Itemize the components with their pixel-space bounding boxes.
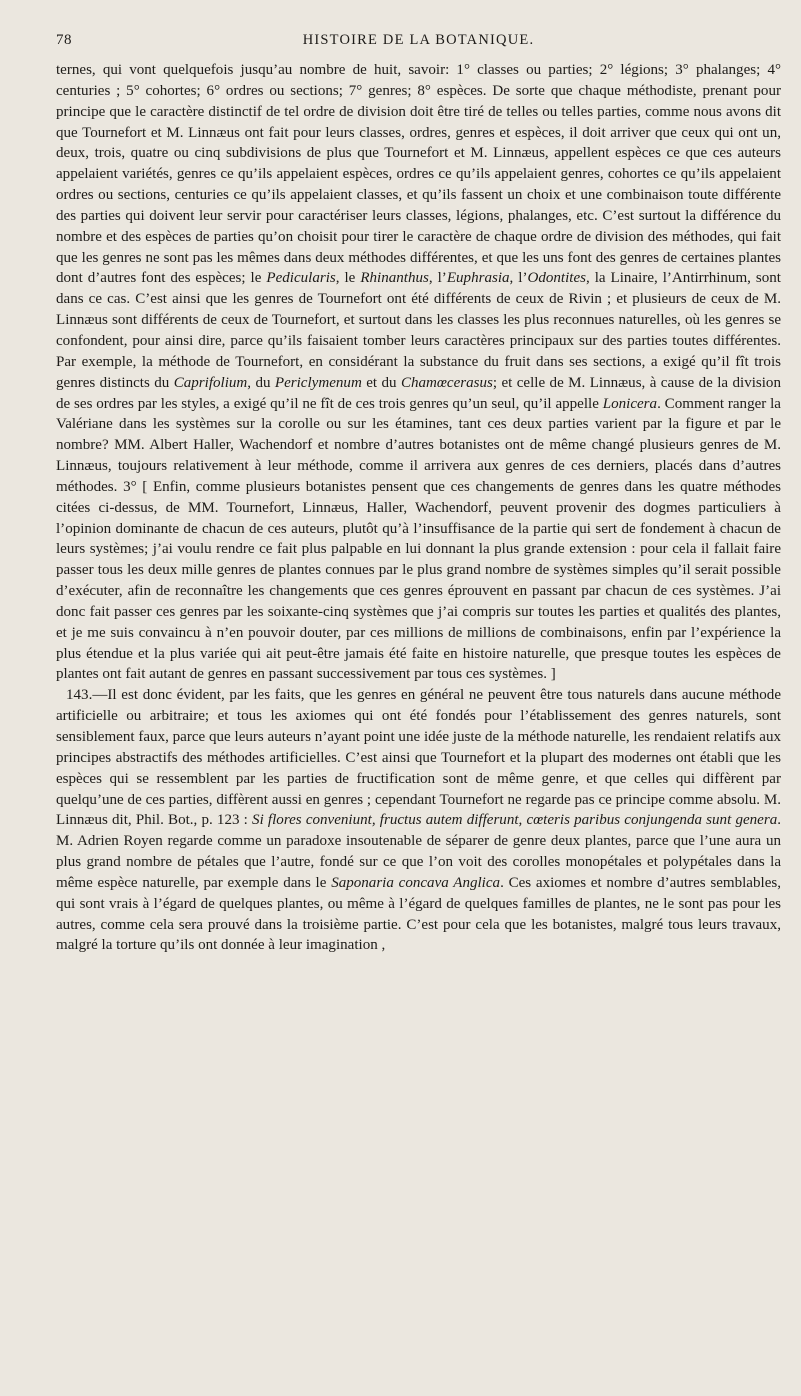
page-number: 78 [56, 32, 72, 48]
italic-term: Rhinanthus [360, 270, 429, 287]
italic-term: Odontites [527, 270, 586, 287]
text-run: , du [247, 374, 275, 391]
italic-term: Euphrasia [446, 270, 510, 287]
running-title: HISTOIRE DE LA BOTANIQUE. [302, 32, 535, 48]
text-run: 143.—Il est donc évident, par les faits, que les genres en général ne peuvent être tous naturels dans aucune méthode artificielle ou arbitraire; et tous les axiomes qui ont été fondés pour l’établissement des genres naturels, sont sensiblement faux, parce que leurs auteurs n’ayant point une idée juste de la méthode naturelle, les rendaient relatifs aux principes abstractifs des méthodes artificielles. C’est ainsi que Tournefort et la plupart des modernes ont établi que les espèces qui se ressemblent par les parties de fructification sont de même genre, et que celles qui diffèrent par quelqu’une de ces parties, diffèrent aussi en genres ; cependant Tournefort ne regarde pas ce principe comme absolu. M. Linnæus dit, Phil. Bot., p. 123 : [56, 687, 781, 829]
italic-term: Saponaria concava Anglica [331, 874, 501, 891]
text-run: , la Linaire, l’Antirrhinum, sont dans ce cas. C’est ainsi que les genres de Tournefort ont été différents de ceux de Rivin ; et plusieurs de ceux de M. Linnæus sont différents de ceux de Tournefort, et surtout dans les classes les plus reconnues naturelles, où les genres se confondent, pour ainsi dire, parce qu’ils faisaient tomber leurs caractères principaux sur des parties toutes différentes. Par exemple, la méthode de Tournefort, en considérant la substance du fruit dans ses sections, a exigé qu’il fît trois genres distincts du [56, 270, 781, 391]
text-run: . Ces axiomes et nombre d’autres semblables, qui sont vrais à l’égard de quelques plantes, ou même à l’égard de quelques familles de plantes, ne le sont pas pour les autres, comme cela sera prouvé dans la troisième partie. C’est pour cela que les botanistes, malgré tous leurs travaux, malgré la torture qu’ils ont donnée à leur imagination , [56, 874, 781, 954]
italic-term: Periclymenum [274, 374, 362, 391]
body-text [56, 60, 781, 956]
text-run: , le [335, 270, 361, 287]
paragraph-continuation [56, 60, 781, 685]
text-run: ternes, qui vont quelquefois jusqu’au nombre de huit, savoir: 1° classes ou parties; 2° légions; 3° phalanges; 4° centuries ; 5° cohortes; 6° ordres ou sections; 7° genres; 8° espèces. De sorte que chaque méthodiste, prenant pour principe que le caractère distinctif de tel ordre de division doit être tiré de telles ou telles parties, comme nous avons dit que Tournefort et M. Linnæus ont fait pour leurs classes, ordres, genres et espèces, il doit arriver que ceux qui ont un, deux, trois, quatre ou cinq subdivisions de plus que Tournefort et M. Linnæus, appellent espèces ce que ces auteurs appelaient variétés, genres ce qu’ils appelaient espèces, ordres ce qu’ils appelaient genres, cohortes ce qu’ils appelaient ordres ou sections, centuries ce qu’ils appelaient classes, et qu’ils fassent un choix et une combinaison toute différente des parties qui doivent leur servir pour caractériser leurs classes, légions, phalanges, etc. C’est surtout la différence du nombre et des espèces de parties qu’on choisit pour tirer le caractère de chaque ordre de division des méthodes, qui fait que les genres ne sont pas les mêmes dans deux méthodes différentes, et que les uns font des genres de certaines plantes dont d’autres font des espèces; le [56, 62, 781, 287]
text-run: . Comment ranger la Valériane dans les systèmes sur la corolle ou sur les étamines, tant ces deux parties varient par la figure et par le nombre? MM. Albert Haller, Wachendorf et nombre d’autres botanistes ont de même changé plusieurs genres de M. Linnæus, toujours relativement à leur méthode, comme il arrivera aux genres de ces derniers, placés dans d’autres méthodes. 3° [ Enfin, comme plusieurs botanistes pensent que ces changements de genres dans les quatre méthodes citées ci-dessus, de MM. Tournefort, Linnæus, Haller, Wachendorf, peuvent provenir des dogmes particuliers à l’opinion dominante de chacun de ces auteurs, plutôt qu’à l’insuffisance de la partie qui sert de fondement à chacun de leurs systèmes; j’ai voulu rendre ce fait plus palpable en lui donnant la plus grande extension : pour cela il fallait faire passer tous les deux mille genres de plantes connues par le plus grand nombre de systèmes simples qu’il serait possible d’exécuter, afin de reconnaître les changements que ces genres éprouvent en passant par chacun de ces systèmes. J’ai donc fait passer ces genres par les soixante-cinq systèmes que j’ai compris sur toutes les parties et qualités des plantes, et je me suis convaincu à n’en pouvoir douter, par ces millions de millions de combinaisons, enfin par l’expérience la plus étendue et la plus variée qui ait peut-être jamais été faite en histoire naturelle, que presque toutes les espèces de plantes ont fait autant de genres en passant successivement par tous ces systèmes. ] [56, 395, 781, 683]
text-run: . M. Adrien Royen regarde comme un paradoxe insoutenable de séparer de genre deux plantes, parce que l’une aura un plus grand nombre de pétales que l’autre, fondé sur ce que l’on voit des corolles monopétales et polypétales dans la même espèce naturelle, par exemple dans le [56, 812, 781, 891]
italic-term: Caprifolium [173, 374, 248, 391]
text-run: , l’ [428, 270, 447, 287]
paragraph-143 [56, 685, 781, 956]
text-run: , l’ [509, 270, 528, 287]
text-run: et du [361, 374, 401, 391]
italic-term: Lonicera [602, 395, 658, 412]
italic-term: Si flores conveniunt, fructus autem differunt, cœteris paribus conjungenda sunt genera [252, 812, 778, 829]
running-head [56, 0, 781, 60]
italic-term: Pedicularis [266, 270, 336, 287]
text-run: ; et celle de M. Linnæus, à cause de la division de ses ordres par les styles, a exigé qu’il ne fît de ces trois genres qu’un seul, qu’il appelle [56, 374, 781, 412]
italic-term: Chamœcerasus [400, 374, 493, 391]
